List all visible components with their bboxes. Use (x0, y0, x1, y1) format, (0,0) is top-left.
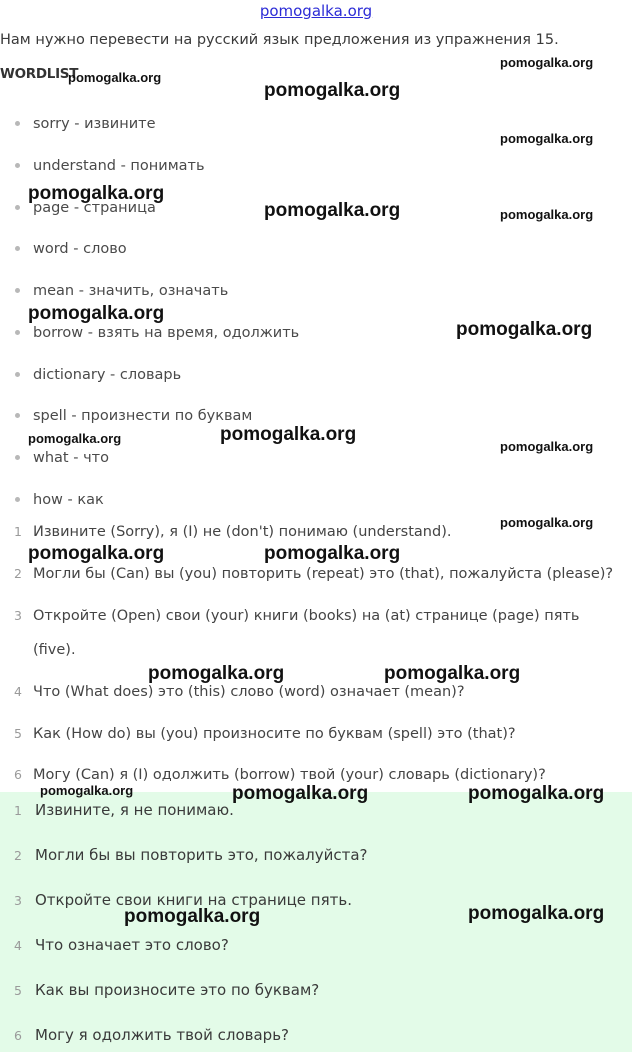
translation-text: Что (What does) это (this) слово (word) означает (mean)? (33, 684, 465, 700)
watermark: pomogalka.org (220, 424, 357, 445)
watermark: pomogalka.org (264, 200, 401, 221)
bullet-icon (15, 246, 20, 251)
answer-text: Могу я одолжить твой словарь? (35, 1026, 289, 1044)
bullet-icon (15, 163, 20, 168)
wordlist-item (15, 325, 299, 347)
item-number: 4 (14, 938, 22, 953)
bullet-icon (15, 413, 20, 418)
translation-item (14, 566, 613, 582)
watermark: pomogalka.org (468, 783, 605, 804)
answer-text: Извините, я не понимаю. (35, 801, 234, 819)
item-number: 5 (14, 983, 22, 998)
translation-text: Извините (Sorry), я (I) не (don't) понимаю (understand). (33, 524, 452, 540)
wordlist-item (15, 158, 205, 180)
item-number: 2 (14, 848, 22, 863)
wordlist-item-text: page - страница (33, 200, 156, 216)
item-number: 1 (14, 524, 22, 539)
answer-text: Могли бы вы повторить это, пожалуйста? (35, 846, 368, 864)
wordlist-item-text: spell - произнести по буквам (33, 408, 253, 424)
bullet-icon (15, 455, 20, 460)
item-number: 6 (14, 767, 22, 782)
translation-item (14, 726, 516, 742)
translation-text: Могли бы (Can) вы (you) повторить (repeat) это (that), пожалуйста (please)? (33, 566, 614, 582)
wordlist-item-text: understand - понимать (33, 158, 205, 174)
wordlist-item (15, 367, 181, 389)
wordlist-item-text: word - слово (33, 241, 127, 257)
item-number: 4 (14, 684, 22, 699)
wordlist-item (15, 492, 104, 514)
watermark: pomogalka.org (384, 663, 521, 684)
translation-text: Могу (Can) я (I) одолжить (borrow) твой (your) словарь (dictionary)? (33, 767, 546, 783)
watermark: pomogalka.org (40, 783, 134, 798)
watermark: pomogalka.org (148, 663, 285, 684)
watermark: pomogalka.org (28, 431, 122, 446)
intro-text: Нам нужно перевести на русский язык предложения из упражнения 15. (0, 32, 559, 48)
watermark: pomogalka.org (124, 906, 261, 927)
answer-item (14, 1026, 289, 1044)
translation-text: Откройте (Open) свои (your) книги (books) на (at) странице (page) пять (five). (33, 608, 580, 658)
bullet-icon (15, 205, 20, 210)
watermark: pomogalka.org (28, 543, 165, 564)
item-number: 3 (14, 608, 22, 623)
item-number: 1 (14, 803, 22, 818)
answer-text: Откройте свои книги на странице пять. (35, 891, 352, 909)
wordlist-item (15, 408, 252, 430)
translation-item (14, 767, 546, 783)
watermark: pomogalka.org (468, 903, 605, 924)
answer-item (14, 846, 368, 864)
wordlist-item-text: how - как (33, 492, 104, 508)
wordlist-item-text: borrow - взять на время, одолжить (33, 325, 300, 341)
watermark: pomogalka.org (500, 439, 594, 454)
watermark: pomogalka.org (264, 80, 401, 101)
bullet-icon (15, 497, 20, 502)
answer-item (14, 801, 234, 819)
watermark: pomogalka.org (500, 131, 594, 146)
translation-item (14, 524, 451, 540)
bullet-icon (15, 330, 20, 335)
watermark: pomogalka.org (68, 70, 162, 85)
translation-item (14, 608, 608, 667)
translation-text: Как (How do) вы (you) произносите по буквам (spell) это (that)? (33, 726, 516, 742)
watermark: pomogalka.org (232, 783, 369, 804)
watermark: pomogalka.org (500, 207, 594, 222)
answer-item (14, 981, 319, 999)
watermark: pomogalka.org (500, 515, 594, 530)
watermark: pomogalka.org (28, 303, 165, 324)
wordlist-item (15, 116, 156, 138)
answer-item (14, 936, 229, 954)
watermark: pomogalka.org (264, 543, 401, 564)
watermark: pomogalka.org (500, 55, 594, 70)
wordlist-item-text: what - что (33, 450, 109, 466)
wordlist-item-text: sorry - извините (33, 116, 156, 132)
wordlist-title: WORDLIST (0, 66, 79, 82)
translation-item (14, 684, 465, 700)
wordlist-item (15, 450, 109, 472)
item-number: 2 (14, 566, 22, 581)
item-number: 5 (14, 726, 22, 741)
item-number: 3 (14, 893, 22, 908)
wordlist-item-text: dictionary - словарь (33, 367, 182, 383)
bullet-icon (15, 372, 20, 377)
bullet-icon (15, 121, 20, 126)
wordlist-item (15, 283, 228, 305)
answer-text: Что означает это слово? (35, 936, 229, 954)
watermark: pomogalka.org (28, 183, 165, 204)
bullet-icon (15, 288, 20, 293)
item-number: 6 (14, 1028, 22, 1043)
site-header-link[interactable]: pomogalka.org (259, 2, 373, 20)
wordlist-item-text: mean - значить, означать (33, 283, 229, 299)
answer-text: Как вы произносите это по буквам? (35, 981, 320, 999)
watermark: pomogalka.org (456, 319, 593, 340)
wordlist-item (15, 241, 127, 263)
